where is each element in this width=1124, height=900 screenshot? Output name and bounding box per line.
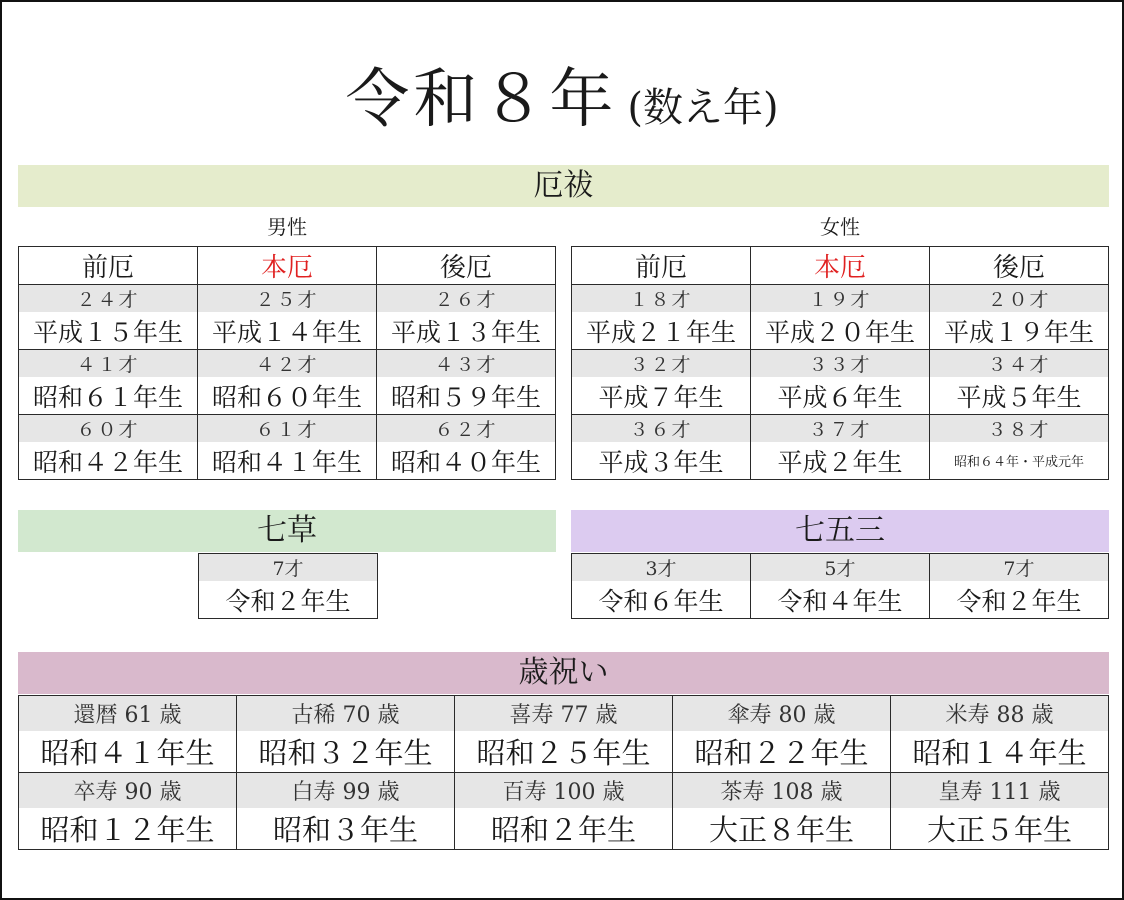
- celebration-label-cell: 卒寿 90 歳: [19, 773, 237, 809]
- birth-year-cell: 昭和４０年生: [376, 442, 555, 480]
- age-cell: １９才: [750, 285, 929, 313]
- nanakusa-table: [198, 553, 378, 619]
- age-cell: ２５才: [197, 285, 376, 313]
- yakubarai-heading: 厄祓: [18, 165, 1109, 207]
- birth-year-cell: 平成１３年生: [376, 312, 555, 350]
- age-cell: ６１才: [197, 415, 376, 443]
- nanakusa-heading: 七草: [18, 510, 556, 552]
- birth-year-cell: 昭和４２年生: [19, 442, 198, 480]
- age-cell: ６２才: [376, 415, 555, 443]
- table-header-row: [19, 247, 556, 285]
- age-row: [19, 415, 556, 443]
- birth-year-row: [572, 581, 1109, 619]
- birth-year-cell: 平成６年生: [750, 377, 929, 415]
- honyaku-header: 本厄: [750, 247, 929, 285]
- age-row: [572, 350, 1109, 378]
- male-label: 男性: [267, 215, 307, 239]
- age-cell: ２６才: [376, 285, 555, 313]
- age-row: [572, 554, 1109, 582]
- celebration-label-cell: 米寿 88 歳: [891, 696, 1109, 732]
- maeyaku-header: 前厄: [19, 247, 198, 285]
- title-main: 令和８年: [345, 63, 618, 137]
- toshiiwai-heading: 歳祝い: [18, 652, 1109, 694]
- age-cell: ３３才: [750, 350, 929, 378]
- birth-year-cell: 平成１５年生: [19, 312, 198, 350]
- title-sub: (数え年): [627, 85, 779, 131]
- birth-year-row: [19, 377, 556, 415]
- age-row: [19, 350, 556, 378]
- age-cell: ６０才: [19, 415, 198, 443]
- age-row: [19, 285, 556, 313]
- celebration-label-cell: 古稀 70 歳: [237, 696, 455, 732]
- age-cell: ４１才: [19, 350, 198, 378]
- birth-year-cell: 平成２年生: [750, 442, 929, 480]
- table-header-row: [572, 247, 1109, 285]
- birth-year-cell: 昭和２５年生: [455, 731, 673, 773]
- age-cell: ４３才: [376, 350, 555, 378]
- birth-year-row: [199, 581, 378, 619]
- shichigosan-heading: 七五三: [571, 510, 1109, 552]
- birth-year-cell: 昭和６４年・平成元年: [929, 442, 1108, 480]
- birth-year-cell: 令和６年生: [572, 581, 751, 619]
- female-label: 女性: [820, 215, 860, 239]
- age-cell: 3才: [572, 554, 751, 582]
- celebration-label-cell: 喜寿 77 歳: [455, 696, 673, 732]
- birth-year-cell: 昭和３２年生: [237, 731, 455, 773]
- birth-year-cell: 平成１４年生: [197, 312, 376, 350]
- birth-year-row: [19, 808, 1109, 850]
- age-cell: ３２才: [572, 350, 751, 378]
- page-title: [2, 48, 1122, 140]
- birth-year-cell: 昭和３年生: [237, 808, 455, 850]
- birth-year-cell: 令和４年生: [750, 581, 929, 619]
- birth-year-row: [19, 442, 556, 480]
- age-cell: ３７才: [750, 415, 929, 443]
- birth-year-cell: 平成２１年生: [572, 312, 751, 350]
- toshiiwai-table: [18, 695, 1109, 850]
- female-yakudoshi-table: [571, 246, 1109, 480]
- age-cell: ２４才: [19, 285, 198, 313]
- birth-year-cell: 平成３年生: [572, 442, 751, 480]
- age-row: [199, 554, 378, 582]
- age-cell: ３６才: [572, 415, 751, 443]
- celebration-label-cell: 百寿 100 歳: [455, 773, 673, 809]
- birth-year-row: [572, 377, 1109, 415]
- birth-year-cell: 平成７年生: [572, 377, 751, 415]
- birth-year-cell: 大正８年生: [673, 808, 891, 850]
- birth-year-cell: 昭和１４年生: [891, 731, 1109, 773]
- birth-year-cell: 平成２０年生: [750, 312, 929, 350]
- age-cell: ３４才: [929, 350, 1108, 378]
- birth-year-cell: 昭和４１年生: [197, 442, 376, 480]
- age-cell: 7才: [929, 554, 1108, 582]
- birth-year-row: [19, 312, 556, 350]
- birth-year-cell: 昭和６０年生: [197, 377, 376, 415]
- celebration-label-cell: 茶寿 108 歳: [673, 773, 891, 809]
- age-cell: ４２才: [197, 350, 376, 378]
- male-yakudoshi-table: [18, 246, 556, 480]
- birth-year-row: [19, 731, 1109, 773]
- birth-year-cell: 昭和６１年生: [19, 377, 198, 415]
- birth-year-cell: 平成１９年生: [929, 312, 1108, 350]
- celebration-label-row: [19, 696, 1109, 732]
- celebration-label-cell: 皇寿 111 歳: [891, 773, 1109, 809]
- birth-year-cell: 平成５年生: [929, 377, 1108, 415]
- maeyaku-header: 前厄: [572, 247, 751, 285]
- birth-year-cell: 昭和１２年生: [19, 808, 237, 850]
- age-cell: ３８才: [929, 415, 1108, 443]
- celebration-label-cell: 傘寿 80 歳: [673, 696, 891, 732]
- celebration-label-cell: 白寿 99 歳: [237, 773, 455, 809]
- age-cell: ２０才: [929, 285, 1108, 313]
- age-cell: 5才: [750, 554, 929, 582]
- birth-year-cell: 昭和２年生: [455, 808, 673, 850]
- birth-year-cell: 昭和４１年生: [19, 731, 237, 773]
- birth-year-cell: 昭和２２年生: [673, 731, 891, 773]
- birth-year-row: [572, 442, 1109, 480]
- birth-year-row: [572, 312, 1109, 350]
- birth-year-cell: 昭和５９年生: [376, 377, 555, 415]
- atoyaku-header: 後厄: [376, 247, 555, 285]
- celebration-label-cell: 還暦 61 歳: [19, 696, 237, 732]
- age-cell: １８才: [572, 285, 751, 313]
- atoyaku-header: 後厄: [929, 247, 1108, 285]
- age-row: [572, 285, 1109, 313]
- honyaku-header: 本厄: [197, 247, 376, 285]
- age-row: [572, 415, 1109, 443]
- birth-year-cell: 大正５年生: [891, 808, 1109, 850]
- birth-year-cell: 令和２年生: [929, 581, 1108, 619]
- age-cell: 7才: [199, 554, 378, 582]
- birth-year-cell: 令和２年生: [199, 581, 378, 619]
- celebration-label-row: [19, 773, 1109, 809]
- shichigosan-table: [571, 553, 1109, 619]
